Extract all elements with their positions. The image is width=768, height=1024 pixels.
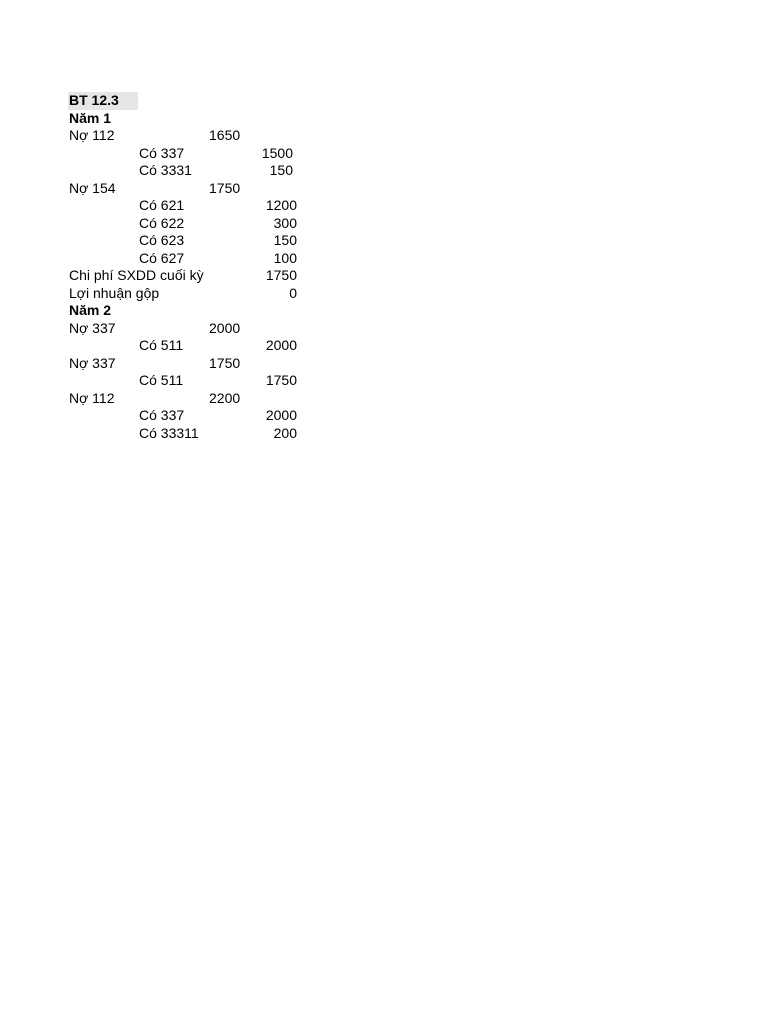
credit-row (68, 425, 308, 443)
year-heading (68, 110, 308, 128)
credit-account: Có 623 (139, 232, 185, 248)
summary-row (68, 285, 308, 303)
credit-amount: 2000 (265, 407, 297, 423)
summary-amount: 1750 (265, 267, 297, 283)
debit-amount: 2200 (209, 389, 241, 406)
debit-account: Nợ 337 (69, 319, 116, 336)
credit-account: Có 622 (139, 214, 185, 231)
credit-amount: 1500 (261, 144, 293, 161)
credit-row (68, 232, 308, 250)
credit-amount: 150 (273, 232, 297, 248)
year1-heading: Năm 1 (69, 109, 112, 126)
debit-account: Nợ 112 (69, 389, 115, 406)
credit-row (68, 407, 308, 425)
credit-amount: 1200 (265, 197, 297, 213)
credit-account: Có 511 (139, 337, 184, 353)
debit-account: Nợ 154 (69, 179, 116, 196)
credit-row (68, 145, 308, 163)
title-row (68, 92, 308, 110)
debit-row (68, 127, 308, 145)
debit-account: Nợ 112 (69, 127, 115, 143)
credit-amount: 200 (273, 424, 297, 441)
debit-amount: 1750 (209, 179, 241, 196)
summary-row (68, 267, 308, 285)
credit-account: Có 627 (139, 249, 185, 266)
credit-account: Có 33311 (139, 424, 199, 441)
credit-account: Có 621 (139, 197, 185, 213)
credit-account: Có 337 (139, 407, 185, 423)
debit-row (68, 390, 308, 408)
credit-row (68, 337, 308, 355)
credit-row (68, 372, 308, 390)
credit-row (68, 250, 308, 268)
credit-account: Có 511 (139, 372, 184, 388)
debit-row (68, 180, 308, 198)
credit-amount: 150 (269, 162, 293, 178)
debit-amount: 1750 (209, 354, 241, 371)
summary-label: Chi phí SXDD cuối kỳ (69, 267, 204, 283)
credit-amount: 300 (273, 214, 297, 231)
credit-row (68, 215, 308, 233)
debit-amount: 2000 (209, 319, 241, 336)
summary-label: Lợi nhuận gộp (69, 284, 160, 301)
debit-row (68, 355, 308, 373)
credit-row (68, 197, 308, 215)
debit-row (68, 320, 308, 338)
year-heading (68, 302, 308, 320)
sheet-title[interactable]: BT 12.3 (68, 92, 138, 110)
credit-account: Có 3331 (139, 162, 192, 178)
credit-amount: 100 (273, 249, 297, 266)
credit-amount: 1750 (265, 372, 297, 388)
spreadsheet (68, 92, 308, 442)
year2-heading: Năm 2 (69, 302, 112, 318)
credit-amount: 2000 (265, 337, 297, 353)
credit-row (68, 162, 308, 180)
debit-account: Nợ 337 (69, 354, 116, 371)
summary-amount: 0 (289, 284, 297, 301)
credit-account: Có 337 (139, 144, 185, 161)
debit-amount: 1650 (209, 127, 241, 143)
